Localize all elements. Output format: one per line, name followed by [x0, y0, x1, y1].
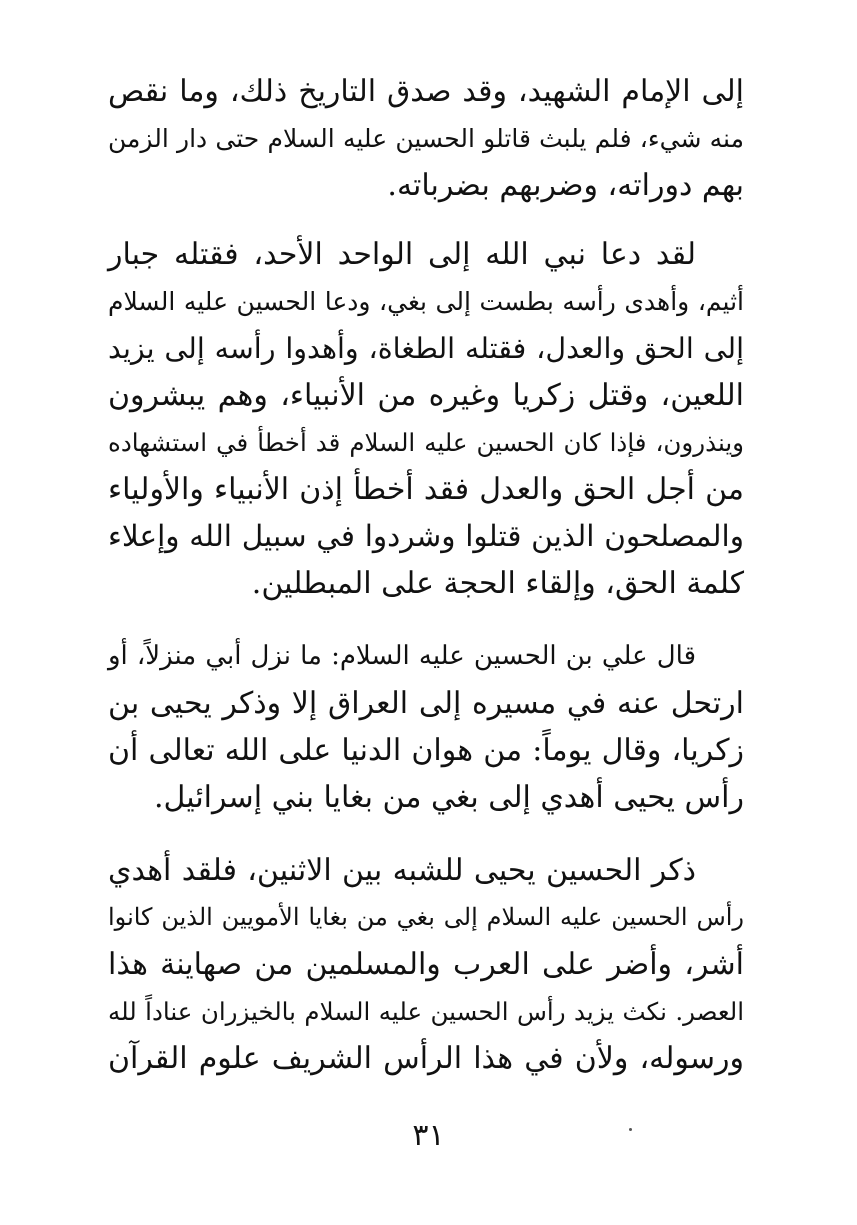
page-number: ٣١: [412, 1118, 445, 1153]
paragraph-3-line-2: ارتحل عنه في مسيره إلى العراق إلا وذكر يحيى بن: [108, 686, 744, 721]
paragraph-2: [108, 231, 744, 607]
paragraph-2-line-2: أثيم، وأهدى رأسه بطست إلى بغي، ودعا الحسين عليه السلام: [108, 287, 744, 316]
paragraph-3: [108, 633, 744, 821]
paragraph-2-line-3: إلى الحق والعدل، فقتله الطغاة، وأهدوا رأسه إلى يزيد: [108, 332, 744, 365]
paragraph-1-line-2: منه شيء، فلم يلبث قاتلو الحسين عليه السلام حتى دار الزمن: [108, 124, 744, 153]
paragraph-2-line-7: والمصلحون الذين قتلوا وشردوا في سبيل الله وإعلاء: [108, 519, 744, 553]
paragraph-3-line-3: زكريا، وقال يوماً: من هوان الدنيا على الله تعالى أن: [108, 733, 744, 768]
paragraph-4-line-1: ذكر الحسين يحيى للشبه بين الاثنين، فلقد أهدي: [108, 853, 696, 888]
paragraph-2-line-1: لقد دعا نبي الله إلى الواحد الأحد، فقتله جبار: [108, 237, 696, 272]
paragraph-1: [108, 68, 744, 209]
paragraph-1-line-1: إلى الإمام الشهيد، وقد صدق التاريخ ذلك، وما نقص: [108, 74, 744, 109]
paragraph-1-line-3: بهم دوراته، وضربهم بضرباته.: [387, 168, 744, 203]
paragraph-4-line-4: العصر. نكث يزيد رأس الحسين عليه السلام بالخيزران عناداً لله: [108, 997, 744, 1026]
paragraph-2-line-6: من أجل الحق والعدل فقد أخطأ إذن الأنبياء والأولياء: [108, 472, 744, 507]
paragraph-2-line-4: اللعين، وقتل زكريا وغيره من الأنبياء، وهم يبشرون: [108, 378, 744, 413]
paragraph-3-line-4: رأس يحيى أهدي إلى بغي من بغايا بني إسرائيل.: [154, 780, 744, 815]
paragraph-2-line-8: كلمة الحق، وإلقاء الحجة على المبطلين.: [251, 566, 744, 601]
paragraph-2-line-5: وينذرون، فإذا كان الحسين عليه السلام قد أخطأ في استشهاده: [108, 428, 744, 457]
paragraph-4-line-2: رأس الحسين عليه السلام إلى بغي من بغايا الأمويين الذين كانوا: [108, 903, 744, 931]
paragraph-4-line-5: ورسوله، ولأن في هذا الرأس الشريف علوم القرآن: [108, 1041, 744, 1076]
paragraph-4-line-3: أشر، وأضر على العرب والمسلمين من صهاينة هذا: [108, 947, 744, 982]
print-speck: [629, 1128, 632, 1131]
paragraph-3-line-1: قال علي بن الحسين عليه السلام: ما نزل أبي منزلاً، أو: [108, 641, 696, 671]
paragraph-4: [108, 847, 744, 1082]
